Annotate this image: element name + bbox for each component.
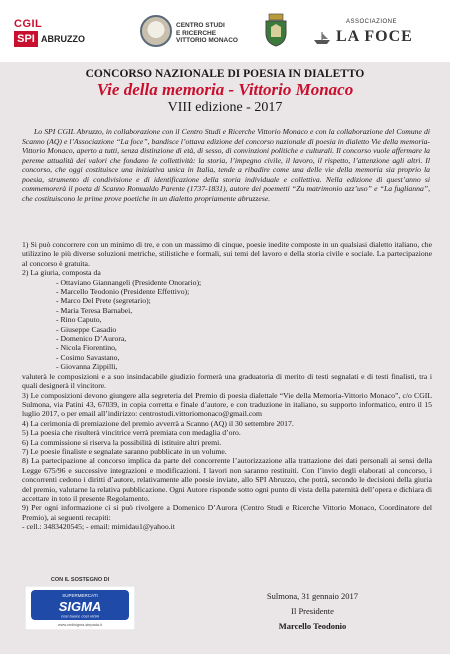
centro-studi-label: CENTRO STUDI E RICERCHE VITTORIO MONACO — [176, 22, 238, 44]
jury-member: - Nicola Fiorentino, — [56, 343, 117, 353]
rule-1: 1) Si può concorrere con un minimo di tre, e con un massimo di cinque, poesie inedite composte in un qualsiasi dialetto italiano, che utilizzino le più diverse soluzioni metriche, stilistiche e formali, sui temi del lavoro e della storia civile e sociale. La partecipazione al concorso è gratuita. — [22, 240, 432, 268]
place-date: Sulmona, 31 gennaio 2017 — [266, 591, 359, 601]
associazione-label: ASSOCIAZIONE — [346, 19, 398, 25]
comune-shield-icon — [263, 13, 289, 47]
jury-member: - Maria Teresa Barnabei, — [56, 305, 133, 315]
centro-studi-seal-icon — [140, 15, 172, 47]
lafoce-boat-icon — [312, 31, 332, 45]
logo-header — [0, 0, 450, 62]
sponsor-label: CON IL SOSTEGNO DI — [50, 577, 110, 583]
rule-8: 8) La partecipazione al concorso implica da parte del concorrente l’autorizzazione alla trattazione dei dati personali ai sensi della Legge 675/96 e successive integrazioni e modificazioni. I lavori non saranno restituiti. Con l’invio degli elaborati al concorso, i concorrenti cedono i diritti d’autore, relativamente alle poesie inviate, allo SPI Abruzzo, che potrà, secondo le decisioni della giuria del premio, valutarne la relativa pubblicazione. Ogni Autore risponde sotto ogni punto di vista della paternità dell’opera e dichiara di accettare in toto il presente Regolamento. — [22, 456, 432, 503]
intro-paragraph: Lo SPI CGIL Abruzzo, in collaborazione con il Centro Studi e Ricerche Vittorio Monaco e con la collaborazione del Comune di Scanno (AQ) e l’Associazione “La foce”, bandisce l’ottava edizione del concorso nazionale di poesia in dialetto Vie della memoria-Vittorio Monaco, aperto a tutti, senza distinzione di età, di sesso, di convinzioni politiche e culturali. Il concorso vuole affermare la pereme attualità dei valori che fondano le collettività: la storia, l’impegno civile, il lavoro, il rispetto, l’attenzione agli altri. Il concorso, che oggi costituisce una iniziativa unica in Italia, tende a ribadire come una delle vie della memoria sia proprio la poesia, strumento di condivisione e di identificazione della storia individuale e collettiva. Nella edizione di quest’anno si commemorerà il poeta di Scanno Romualdo Parente (1737-1831), autore dei poemetti “Zu matrimonio azz’uso” e “La fuglianna”, che costituiscono le prime prove poetiche in un dialetto propriamente abruzzese. — [22, 127, 430, 203]
rule-7: 7) Le poesie finaliste e segnalate saranno pubblicate in un volume. — [22, 446, 227, 456]
rule-5: 5) La poesia che risulterà vincitrice verrà premiata con medaglia d’oro. — [22, 428, 241, 438]
signature-name: Marcello Teodonio — [278, 621, 347, 631]
abruzzo-label: ABRUZZO — [41, 34, 85, 44]
rule-4: 4) La cerimonia di premiazione del premio avverrà a Scanno (AQ) il 30 settembre 2017. — [22, 418, 294, 428]
rule-9-contact: - cell.: 3483420545; - email: mimidau1@yahoo.it — [22, 522, 175, 532]
cgil-logo: CGIL — [14, 18, 43, 30]
rule-2-tail: valuterà le composizioni e a suo insindacabile giudizio formerà una graduatoria di merito di testi segnalati e di testi finalisti, tra i quali designerà il vincitore. — [22, 371, 432, 391]
edition-label: VIII edizione - 2017 — [167, 100, 283, 115]
rule-6: 6) La commissione si riserva la possibilità di istituire altri premi. — [22, 437, 222, 447]
rules-section — [22, 240, 432, 532]
sigma-top: SUPERMERCATI — [62, 593, 98, 598]
contest-title: CONCORSO NAZIONALE DI POESIA IN DIALETTO — [85, 68, 365, 80]
rule-3: 3) Le composizioni devono giungere alla segreteria del Premio di poesia dialettale “Vie della Memoria-Vittorio Monaco”, c/o CGIL Sulmona, via Patini 43, 67039, in copia corretta e finale d’autore, e con traduzione in italiano, su supporto informatico, entro il 15 luglio 2017, o per email all’indirizzo: centrostudi.vittoriomonaco@gmail.com — [22, 390, 432, 419]
lafoce-logo: LA FOCE — [336, 28, 413, 45]
jury-member: - Marco Del Prete (segretario); — [56, 296, 151, 306]
jury-member: - Giovanna Zippilli, — [56, 362, 118, 372]
contest-name: Vie della memoria - Vittorio Monaco — [96, 80, 354, 99]
sigma-url: www.cedisigma-stepada.it — [58, 623, 102, 627]
jury-member: - Rino Caputo, — [56, 315, 102, 325]
rule-2-head: 2) La giuria, composta da — [22, 268, 101, 278]
jury-member: - Giuseppe Casadio — [56, 324, 117, 334]
jury-member: - Marcello Teodonio (Presidente Effettivo); — [56, 287, 190, 297]
rule-9: 9) Per ogni informazione ci si può rivolgere a Domenico D’Aurora (Centro Studi e Ricerche Vittorio Monaco, Coordinatore del Premio), ai seguenti recapiti: — [22, 503, 432, 522]
signature-block — [240, 589, 385, 634]
sigma-logo — [25, 586, 135, 630]
jury-member: - Domenico D’Aurora, — [56, 334, 127, 344]
spi-logo: SPI — [14, 31, 38, 47]
sigma-name: SIGMA — [58, 599, 102, 614]
jury-member: - Cosimo Savastano, — [56, 352, 120, 362]
signature-role: Il Presidente — [291, 606, 334, 616]
sigma-tagline: così buoni, così vicini — [61, 613, 99, 619]
jury-member: - Ottaviano Giannangeli (Presidente Onorario); — [56, 277, 202, 287]
